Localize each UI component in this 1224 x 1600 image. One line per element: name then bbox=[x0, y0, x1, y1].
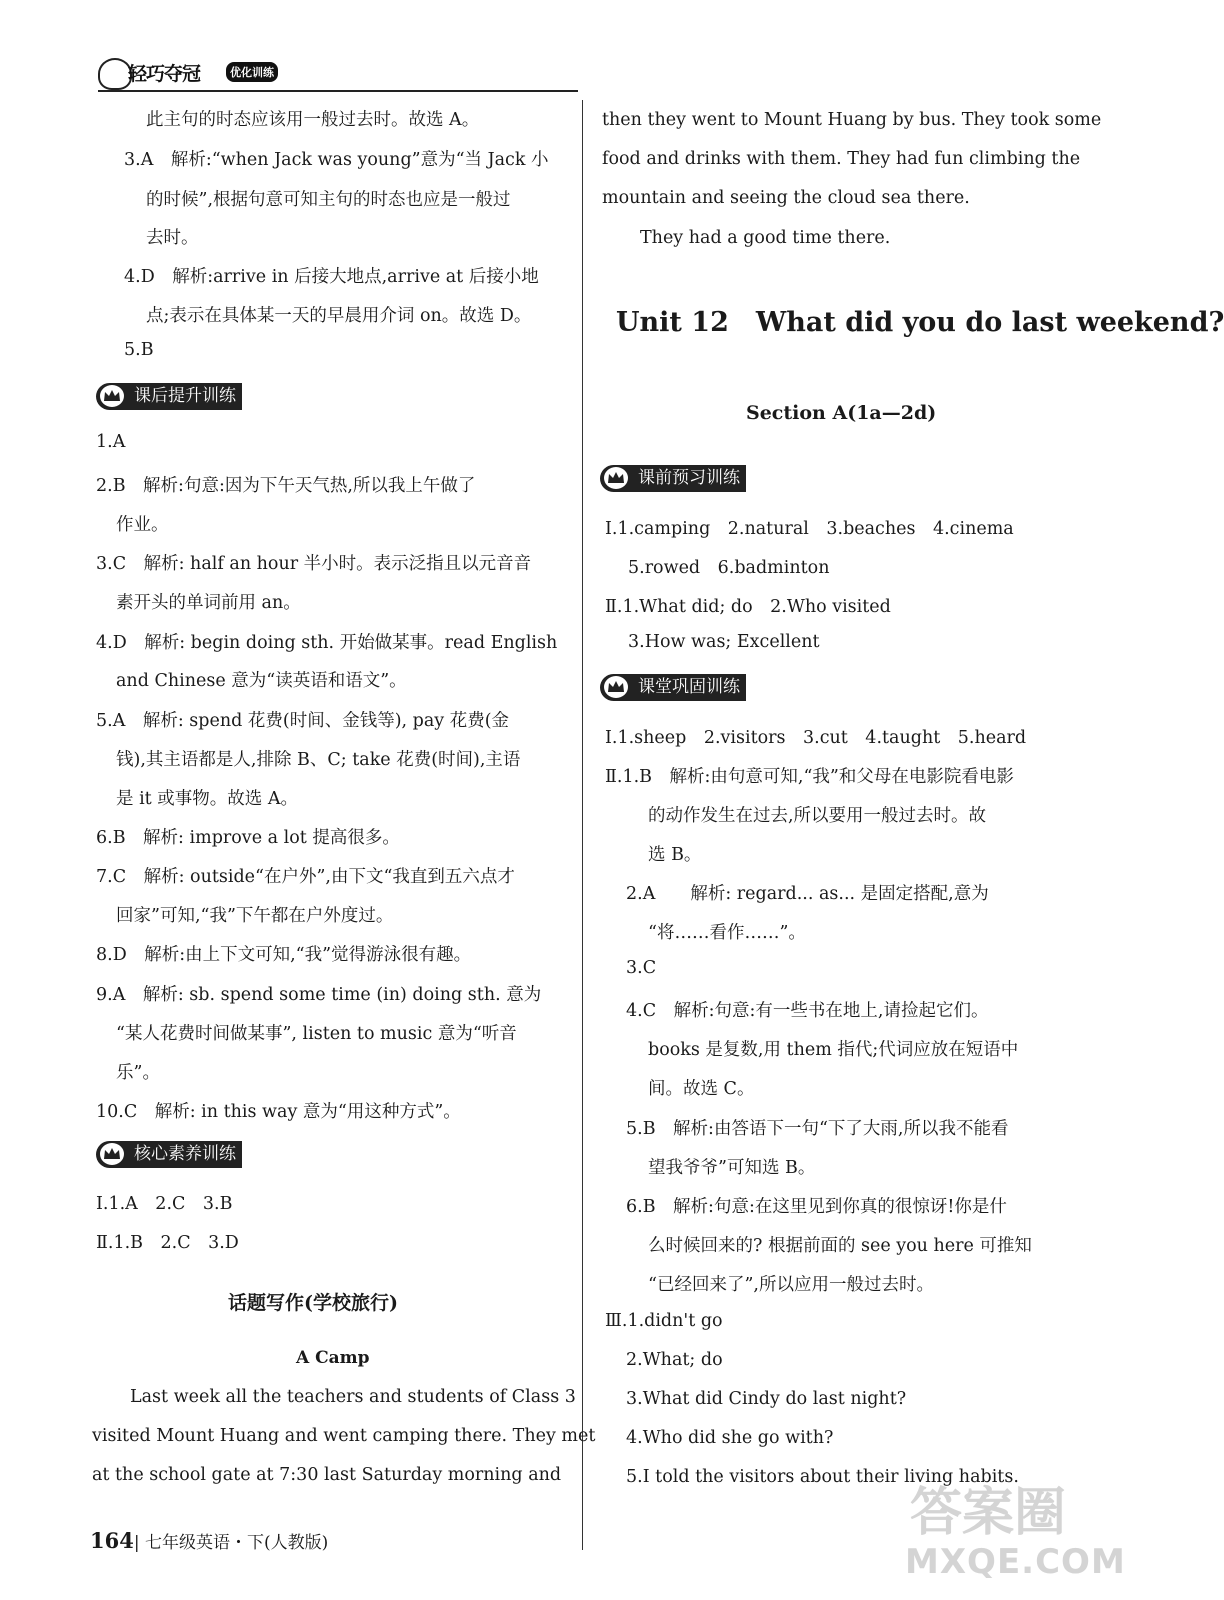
answer-line: “已经回来了”,所以应用一般过去时。 bbox=[648, 1275, 934, 1295]
page-header bbox=[98, 56, 338, 90]
answer-line: 2.B 解析:句意:因为下午天气热,所以我上午做了 bbox=[96, 476, 476, 496]
section-title: Section A(1a—2d) bbox=[746, 402, 937, 424]
essay-line: food and drinks with them. They had fun climbing the bbox=[602, 149, 1081, 169]
series-logo: 轻巧夺冠 bbox=[128, 63, 201, 85]
answer-line: 此主句的时态应该用一般过去时。故选 A。 bbox=[146, 110, 480, 130]
crown-icon bbox=[604, 467, 628, 489]
answer-line: 6.B 解析: improve a lot 提高很多。 bbox=[96, 828, 400, 848]
answer-line: books 是复数,用 them 指代;代词应放在短语中 bbox=[648, 1040, 1019, 1060]
answer-line: and Chinese 意为“读英语和语文”。 bbox=[116, 671, 407, 691]
writing-subtitle: A Camp bbox=[296, 1348, 370, 1368]
answer-line: Ⅱ.1.What did; do 2.Who visited bbox=[605, 597, 891, 617]
answer-line: 的动作发生在过去,所以要用一般过去时。故 bbox=[648, 806, 987, 826]
answer-line: 1.A bbox=[96, 432, 126, 452]
answer-line: 4.Who did she go with? bbox=[626, 1428, 834, 1448]
answer-line: 3.C 解析: half an hour 半小时。表示泛指且以元音音 bbox=[96, 554, 532, 574]
essay-line: then they went to Mount Huang by bus. They took some bbox=[602, 110, 1102, 130]
answer-line: 5.B 解析:由答语下一句“下了大雨,所以我不能看 bbox=[626, 1119, 1009, 1139]
footer-separator: | bbox=[133, 1533, 145, 1553]
answer-line: 么时候回来的? 根据前面的 see you here 可推知 bbox=[648, 1236, 1032, 1256]
answer-line: 10.C 解析: in this way 意为“用这种方式”。 bbox=[96, 1102, 461, 1122]
unit-title: Unit 12 What did you do last weekend? bbox=[616, 307, 1224, 338]
essay-line: at the school gate at 7:30 last Saturday morning and bbox=[92, 1465, 562, 1485]
answer-line: 3.How was; Excellent bbox=[628, 632, 820, 652]
crown-icon bbox=[100, 385, 124, 407]
answer-line: 去时。 bbox=[146, 228, 199, 248]
answer-line: 6.B 解析:句意:在这里见到你真的很惊讶!你是什 bbox=[626, 1197, 1007, 1217]
answer-line: 7.C 解析: outside“在户外”,由下文“我直到五六点才 bbox=[96, 867, 515, 887]
watermark-url: MXQE.COM bbox=[905, 1542, 1126, 1582]
answer-line: Ⅰ.1.A 2.C 3.B bbox=[96, 1194, 233, 1214]
answer-line: 的时候”,根据句意可知主句的时态也应是一般过 bbox=[146, 190, 511, 210]
section-header-classroom: 课堂巩固训练 bbox=[600, 674, 746, 701]
answer-line: 素开头的单词前用 an。 bbox=[116, 593, 301, 613]
essay-line: visited Mount Huang and went camping there. They met bbox=[92, 1426, 596, 1446]
answer-line: 3.What did Cindy do last night? bbox=[626, 1389, 907, 1409]
answer-line: 4.D 解析:arrive in 后接大地点,arrive at 后接小地 bbox=[124, 267, 539, 287]
section-header-preview: 课前预习训练 bbox=[600, 465, 746, 492]
answer-line: 回家”可知,“我”下午都在户外度过。 bbox=[116, 906, 394, 926]
section-header-core: 核心素养训练 bbox=[96, 1141, 242, 1168]
answer-line: 望我爷爷”可知选 B。 bbox=[648, 1158, 816, 1178]
page-footer bbox=[90, 1528, 328, 1553]
answer-line: 2.What; do bbox=[626, 1350, 723, 1370]
crown-icon bbox=[100, 1143, 124, 1165]
answer-line: 乐”。 bbox=[116, 1063, 160, 1083]
crown-icon bbox=[604, 676, 628, 698]
answer-line: 8.D 解析:由上下文可知,“我”觉得游泳很有趣。 bbox=[96, 945, 472, 965]
book-title: 七年级英语・下(人教版) bbox=[144, 1533, 329, 1553]
answer-line: 5.B bbox=[124, 340, 154, 360]
answer-line: 4.D 解析: begin doing sth. 开始做某事。read English bbox=[96, 633, 558, 653]
page-number: 164 bbox=[90, 1528, 134, 1553]
answer-line: “将……看作……”。 bbox=[648, 923, 806, 943]
answer-line: 5.rowed 6.badminton bbox=[628, 558, 830, 578]
mascot-icon bbox=[98, 58, 132, 90]
essay-line: They had a good time there. bbox=[640, 228, 891, 248]
answer-line: Ⅰ.1.camping 2.natural 3.beaches 4.cinema bbox=[605, 519, 1014, 539]
answer-line: 5.A 解析: spend 花费(时间、金钱等), pay 花费(金 bbox=[96, 711, 510, 731]
answer-line: 作业。 bbox=[116, 515, 169, 535]
answer-line: 9.A 解析: sb. spend some time (in) doing sth. 意为 bbox=[96, 985, 542, 1005]
series-badge: 优化训练 bbox=[226, 62, 278, 82]
answer-line: 间。故选 C。 bbox=[648, 1079, 755, 1099]
answer-line: 3.C bbox=[626, 958, 657, 978]
watermark-logo: 答案圈 bbox=[910, 1483, 1067, 1543]
writing-title: 话题写作(学校旅行) bbox=[228, 1292, 398, 1314]
answer-line: 2.A 解析: regard... as... 是固定搭配,意为 bbox=[626, 884, 989, 904]
answer-line: 5.I told the visitors about their living habits. bbox=[626, 1467, 1019, 1487]
answer-line: 4.C 解析:句意:有一些书在地上,请捡起它们。 bbox=[626, 1001, 989, 1021]
answer-line: Ⅱ.1.B 解析:由句意可知,“我”和父母在电影院看电影 bbox=[605, 767, 1014, 787]
answer-line: Ⅲ.1.didn't go bbox=[605, 1311, 723, 1331]
answer-line: “某人花费时间做某事”, listen to music 意为“听音 bbox=[116, 1024, 517, 1044]
column-divider bbox=[582, 100, 583, 1550]
answer-line: 选 B。 bbox=[648, 845, 702, 865]
answer-line: 钱),其主语都是人,排除 B、C; take 花费(时间),主语 bbox=[116, 750, 521, 770]
answer-line: 3.A 解析:“when Jack was young”意为“当 Jack 小 bbox=[124, 150, 549, 170]
essay-line: mountain and seeing the cloud sea there. bbox=[602, 188, 970, 208]
answer-line: 是 it 或事物。故选 A。 bbox=[116, 789, 298, 809]
section-header-after-class: 课后提升训练 bbox=[96, 383, 242, 410]
answer-line: Ⅱ.1.B 2.C 3.D bbox=[96, 1233, 239, 1253]
answer-line: Ⅰ.1.sheep 2.visitors 3.cut 4.taught 5.heard bbox=[605, 728, 1027, 748]
header-rule bbox=[98, 90, 578, 92]
essay-line: Last week all the teachers and students of Class 3 bbox=[130, 1387, 576, 1407]
answer-line: 点;表示在具体某一天的早晨用介词 on。故选 D。 bbox=[146, 306, 532, 326]
